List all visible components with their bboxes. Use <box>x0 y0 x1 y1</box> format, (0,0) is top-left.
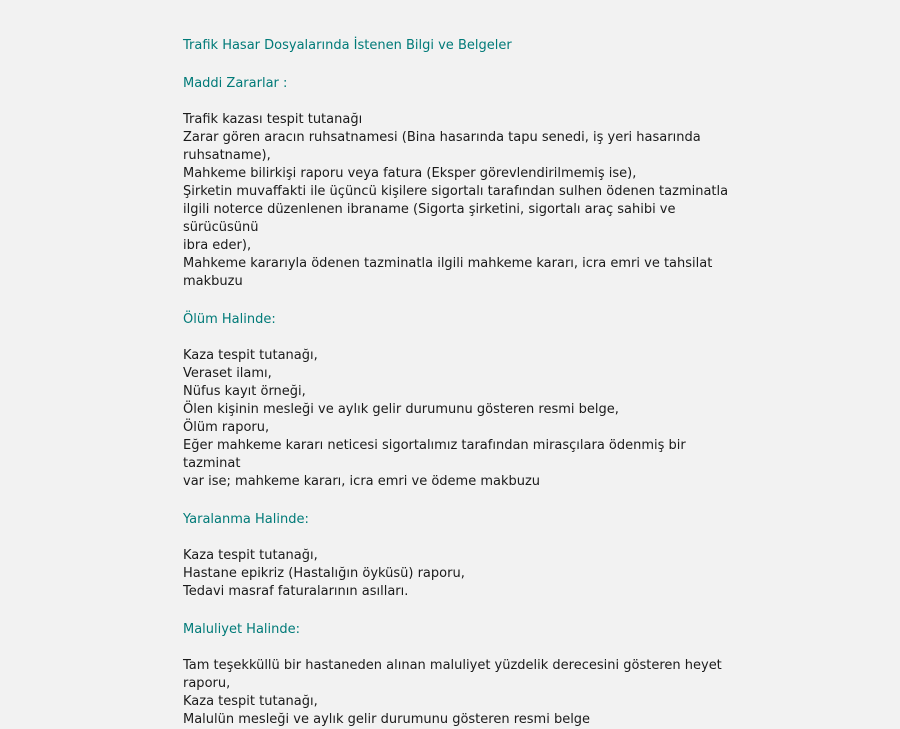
document-title: Trafik Hasar Dosyalarında İstenen Bilgi ve Belgeler <box>183 38 512 53</box>
text-line: Trafik kazası tespit tutanağı <box>183 112 363 127</box>
text-line: var ise; mahkeme kararı, icra emri ve ödeme makbuzu <box>183 474 541 489</box>
document <box>183 37 743 729</box>
section-lines <box>183 547 743 601</box>
text-line: Ölen kişinin mesleği ve aylık gelir durumunu gösteren resmi belge, <box>183 402 619 417</box>
section-maddi-zararlar <box>183 75 743 291</box>
section-heading: Ölüm Halinde: <box>183 312 276 327</box>
section-yaralanma-halinde <box>183 511 743 601</box>
text-line: Kaza tespit tutanağı, <box>183 348 318 363</box>
text-line: Tedavi masraf faturalarının asılları. <box>183 584 409 599</box>
text-line: raporu, <box>183 676 231 691</box>
text-line: Veraset ilamı, <box>183 366 272 381</box>
section-heading: Maluliyet Halinde: <box>183 622 301 637</box>
text-line: Tam teşekküllü bir hastaneden alınan maluliyet yüzdelik derecesini gösteren heyet <box>183 658 722 673</box>
section-maluliyet-halinde <box>183 621 743 729</box>
section-olum-halinde <box>183 311 743 491</box>
text-line: Zarar gören aracın ruhsatnamesi (Bina hasarında tapu senedi, iş yeri hasarında <box>183 130 701 145</box>
text-line: ruhsatname), <box>183 148 271 163</box>
text-line: Ölüm raporu, <box>183 420 270 435</box>
text-line: Mahkeme bilirkişi raporu veya fatura (Eksper görevlendirilmemiş ise), <box>183 166 637 181</box>
text-line: makbuzu <box>183 274 243 289</box>
text-line: Kaza tespit tutanağı, <box>183 548 318 563</box>
section-heading: Maddi Zararlar : <box>183 76 288 91</box>
text-line: Kaza tespit tutanağı, <box>183 694 318 709</box>
text-line: Malulün mesleği ve aylık gelir durumunu gösteren resmi belge <box>183 712 591 727</box>
text-line: Mahkeme kararıyla ödenen tazminatla ilgili mahkeme kararı, icra emri ve tahsilat <box>183 256 713 271</box>
section-lines <box>183 111 743 291</box>
text-line: ibra eder), <box>183 238 252 253</box>
text-line: Hastane epikriz (Hastalığın öyküsü) raporu, <box>183 566 465 581</box>
text-line: Eğer mahkeme kararı neticesi sigortalımız tarafından mirasçılara ödenmiş bir tazminat <box>183 438 686 471</box>
text-line: Nüfus kayıt örneği, <box>183 384 306 399</box>
section-lines <box>183 347 743 491</box>
section-heading: Yaralanma Halinde: <box>183 512 309 527</box>
section-lines <box>183 657 743 729</box>
text-line: ilgili noterce düzenlenen ibraname (Sigorta şirketini, sigortalı araç sahibi ve sürücüsünü <box>183 202 676 235</box>
text-line: Şirketin muvaffakti ile üçüncü kişilere sigortalı tarafından sulhen ödenen tazminatla <box>183 184 729 199</box>
